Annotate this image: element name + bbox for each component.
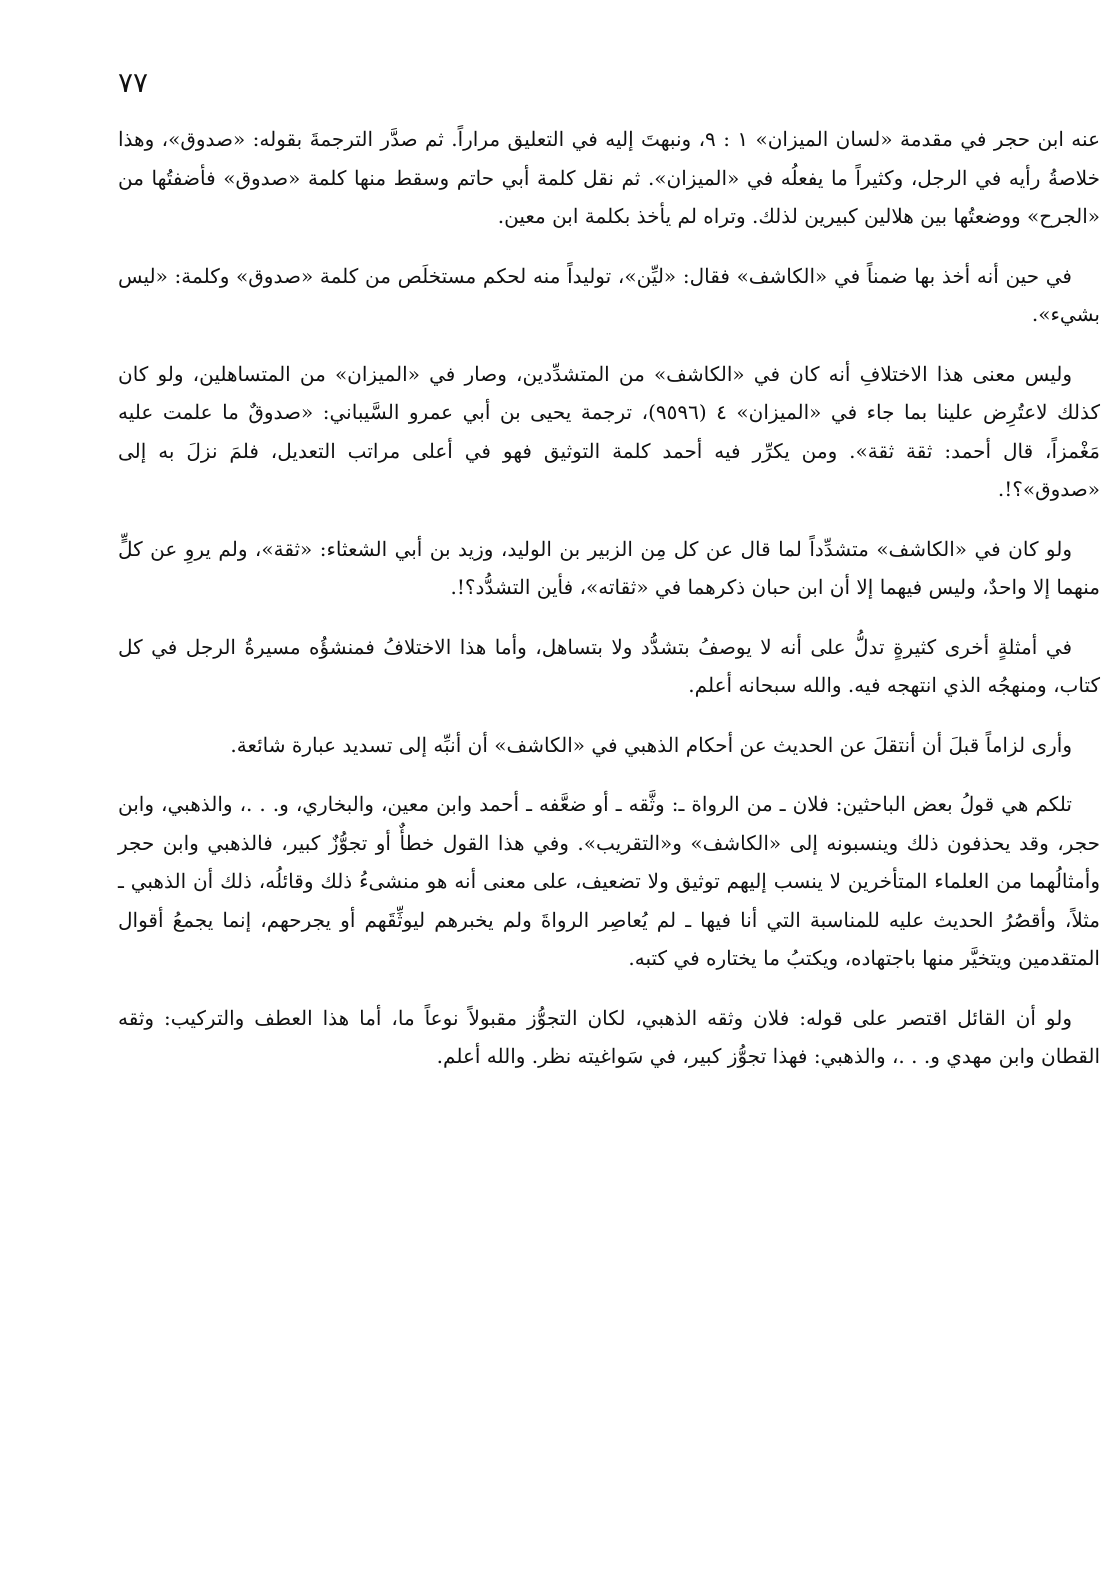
paragraph-6: وأرى لزاماً قبلَ أن أنتقلَ عن الحديث عن أحكام الذهبي في «الكاشف» أن أنبِّه إلى تسديد عبارة شائعة.	[230, 732, 1072, 757]
paragraph-3: وليس معنى هذا الاختلافِ أنه كان في «الكاشف» من المتشدِّدين، وصار في «الميزان» من المتساهلين، ولو كان كذلك لاعتُرِض علينا بما جاء في «الميزان» ٤ (٩٥٩٦)، ترجمة يحيى بن أبي عمرو السَّيباني: «صدوقٌ ما علمت عليه مَغْمزاً، قال أحمد: ثقة ثقة». ومن يكرِّر فيه أحمد كلمة التوثيق فهو في أعلى مراتب التعديل، فلمَ نزلَ به إلى «صدوق»؟!.	[118, 361, 1101, 501]
body-text	[118, 120, 1100, 1097]
paragraph-4: ولو كان في «الكاشف» متشدِّداً لما قال عن كل مِن الزبير بن الوليد، وزيد بن أبي الشعثاء: «ثقة»، ولم يروِ عن كلٍّ منهما إلا واحدٌ، وليس فيهما إلا أن ابن حبان ذكرهما في «ثقاته»، فأين التشدُّد؟!.	[118, 536, 1100, 599]
paragraph-7: تلكم هي قولُ بعض الباحثين: فلان ـ من الرواة ـ: وثَّقه ـ أو ضعَّفه ـ أحمد وابن معين، والبخاري، و. . .، والذهبي، وابن حجر، وقد يحذفون ذلك وينسبونه إلى «الكاشف» و«التقريب». وفي هذا القول خطأٌ أو تجوُّزٌ كبير، فالذهبي وابن حجر وأمثالُهما من العلماء المتأخرين لا ينسب إليهم توثيق ولا تضعيف، على معنى أنه هو منشىءُ ذلك وقائلُه، ذلك أن الذهبي ـ مثلاً، وأقصُرُ الحديث عليه للمناسبة التي أنا فيها ـ لم يُعاصِر الرواةَ ولم يخبرهم ليوثِّقَهم أو يجرحهم، إنما يجمعُ أقوال المتقدمين ويتخيَّر منها باجتهاده، ويكتبُ ما يختاره في كتبه.	[118, 792, 1100, 970]
paragraph-1: عنه ابن حجر في مقدمة «لسان الميزان» ١ : ٩، ونبهتَ إليه في التعليق مراراً. ثم صدَّر الترجمةَ بقوله: «صدوق»، وهذا خلاصةُ رأيه في الرجل، وكثيراً ما يفعلُه في «الميزان». ثم نقل كلمة أبي حاتم وسقط منها كلمة «صدوق» فأضفتُها من «الجرح» ووضعتُها بين هلالين كبيرين لذلك. وتراه لم يأخذ بكلمة ابن معين.	[118, 127, 1100, 228]
page-number: ٧٧	[118, 66, 149, 99]
paragraph-2: في حين أنه أخذ بها ضمناً في «الكاشف» فقال: «ليِّن»، توليداً منه لحكم مستخلَص من كلمة «صدوق» وكلمة: «ليس بشيء».	[118, 263, 1100, 326]
paragraph-5: في أمثلةٍ أخرى كثيرةٍ تدلُّ على أنه لا يوصفُ بتشدُّد ولا بتساهل، وأما هذا الاختلافُ فمنشؤُه مسيرةُ الرجل في كل كتاب، ومنهجُه الذي انتهجه فيه. والله سبحانه أعلم.	[118, 634, 1100, 697]
paragraph-8: ولو أن القائل اقتصر على قوله: فلان وثقه الذهبي، لكان التجوُّز مقبولاً نوعاً ما، أما هذا العطف والتركيب: وثقه القطان وابن مهدي و. . .، والذهبي: فهذا تجوُّز كبير، في سَواغيته نظر. والله أعلم.	[118, 1005, 1100, 1068]
